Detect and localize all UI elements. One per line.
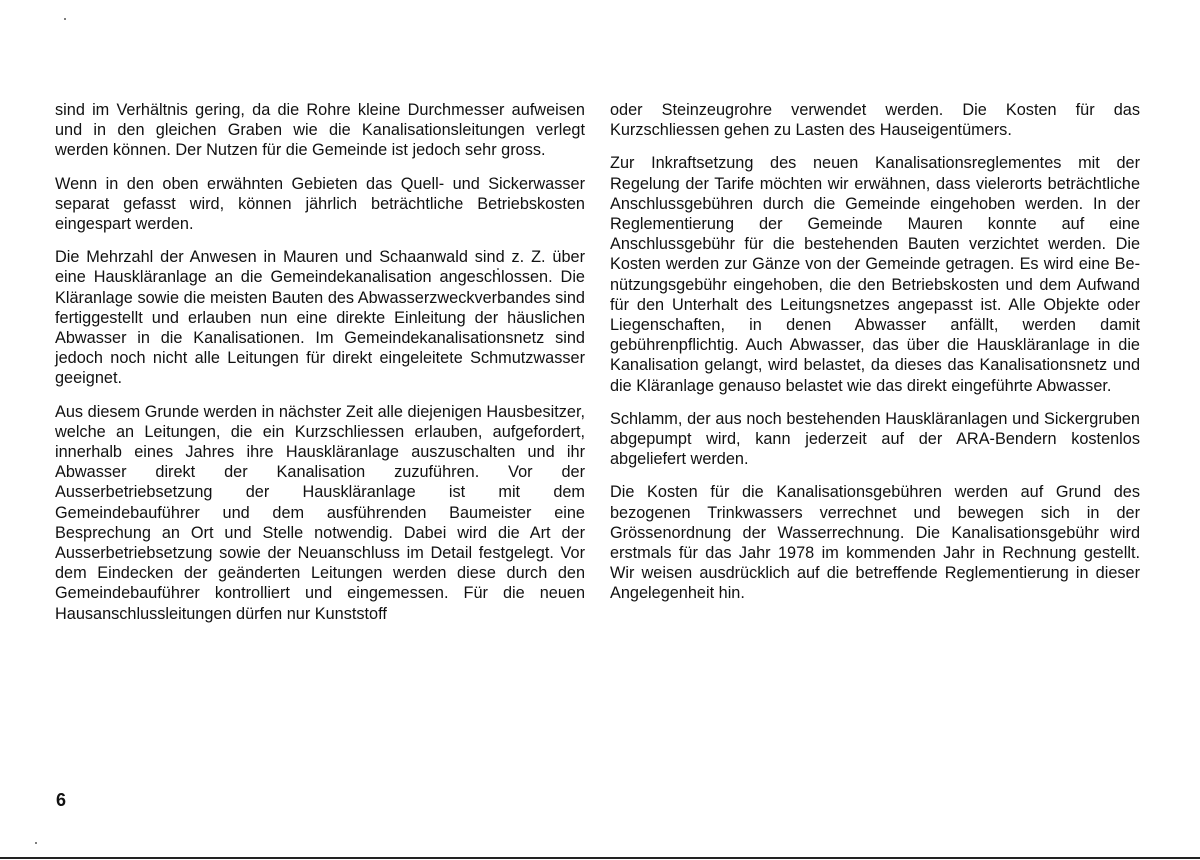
scan-speck	[64, 18, 66, 20]
paragraph: Wenn in den oben erwähnten Gebieten das Quell- und Sickerwasser separat gefasst wird, können jährlich beträchtliche Betriebskosten eingespart werden.	[55, 174, 585, 234]
page-number: 6	[56, 790, 67, 810]
scan-speck	[35, 842, 37, 844]
paragraph: Die Kosten für die Kanalisationsgebühren werden auf Grund des bezogenen Trinkwassers verrechnet und bewegen sich in der Grössenordnung der Wasserrechnung. Die Kanalisationsgebühr wird erstmals für das Jahr 1978 im kommenden Jahr in Rechnung gestellt. Wir weisen ausdrücklich auf die betreffende Reglementierung in dieser Angelegenheit hin.	[610, 483, 1140, 603]
left-column	[55, 100, 585, 637]
paragraph: oder Steinzeugrohre verwendet werden. Die Kosten für das Kurzschliessen gehen zu Lasten des Hauseigentümers.	[610, 101, 1140, 140]
paragraph: sind im Verhältnis gering, da die Rohre kleine Durchmesser aufweisen und in den gleichen Graben wie die Kanalisationsleitungen verlegt werden können. Der Nutzen für die Gemeinde ist jedoch sehr gross.	[55, 101, 585, 160]
paragraph: Zur Inkraftsetzung des neuen Kanalisationsreglementes mit der Regelung der Tarife möchten wir erwähnen, dass vielerorts beträchtliche Anschlussgebühren durch die Gemeinde eingehoben werden. In der Reglementierung der Gemeinde Mauren konnte auf eine Anschlussgebühr für die bestehenden Bauten verzichtet werden. Die Kosten werden zur Gänze von der Gemeinde getragen. Es wird eine Benützungsgebühr eingehoben, die den Betriebskosten und dem Aufwand für den Unterhalt des Leitungsnetzes angepasst ist. Alle Objekte oder Liegenschaften, in denen Abwasser anfällt, werden damit gebührenpflichtig. Auch Abwasser, das über die Hauskläranlage in die Kanalisation gelangt, wird belastet, da dieses das Kanalisationsnetz und die Kläranlage genauso belastet wie das direkt eingeführte Abwasser.	[610, 154, 1140, 395]
paragraph: Die Mehrzahl der Anwesen in Mauren und Schaanwald sind z. Z. über eine Hauskläranlage an die Gemeindekanalisation angeschlossen. Die Kläranlage sowie die meisten Bauten des Abwasserzweckverbandes sind fertiggestellt und erlauben nun eine direkte Einleitung der häuslichen Abwasser in die Kanalisationen. Im Gemeindekanalisationsnetz sind jedoch noch nicht alle Leitungen für direkt eingeleitete Schmutzwasser geeignet.	[55, 248, 585, 388]
bottom-rule	[0, 857, 1200, 859]
paragraph: Aus diesem Grunde werden in nächster Zeit alle diejenigen Hausbesitzer, welche an Leitungen, die ein Kurzschliessen erlauben, aufgefordert, innerhalb eines Jahres ihre Hauskläranlage auszuschalten und ihr Abwasser direkt der Kanalisation zuzuführen. Vor der Ausserbetriebsetzung der Hauskläranlage ist mit dem Gemeindebauführer und dem ausführenden Baumeister eine Besprechung an Ort und Stelle notwendig. Dabei wird die Art der Ausserbetriebsetzung sowie der Neuanschluss im Detail festgelegt. Vor dem Eindecken der geänderten Leitungen werden diese durch den Gemeindebauführer kontrolliert und eingemessen. Für die neuen Hausanschlussleitungen dürfen nur Kunststoff	[55, 402, 585, 623]
paragraph: Schlamm, der aus noch bestehenden Hauskläranlagen und Sickergruben abgepumpt wird, kann jederzeit auf der ARA-Bendern kostenlos abgeliefert werden.	[610, 409, 1140, 469]
right-column	[610, 100, 1140, 617]
